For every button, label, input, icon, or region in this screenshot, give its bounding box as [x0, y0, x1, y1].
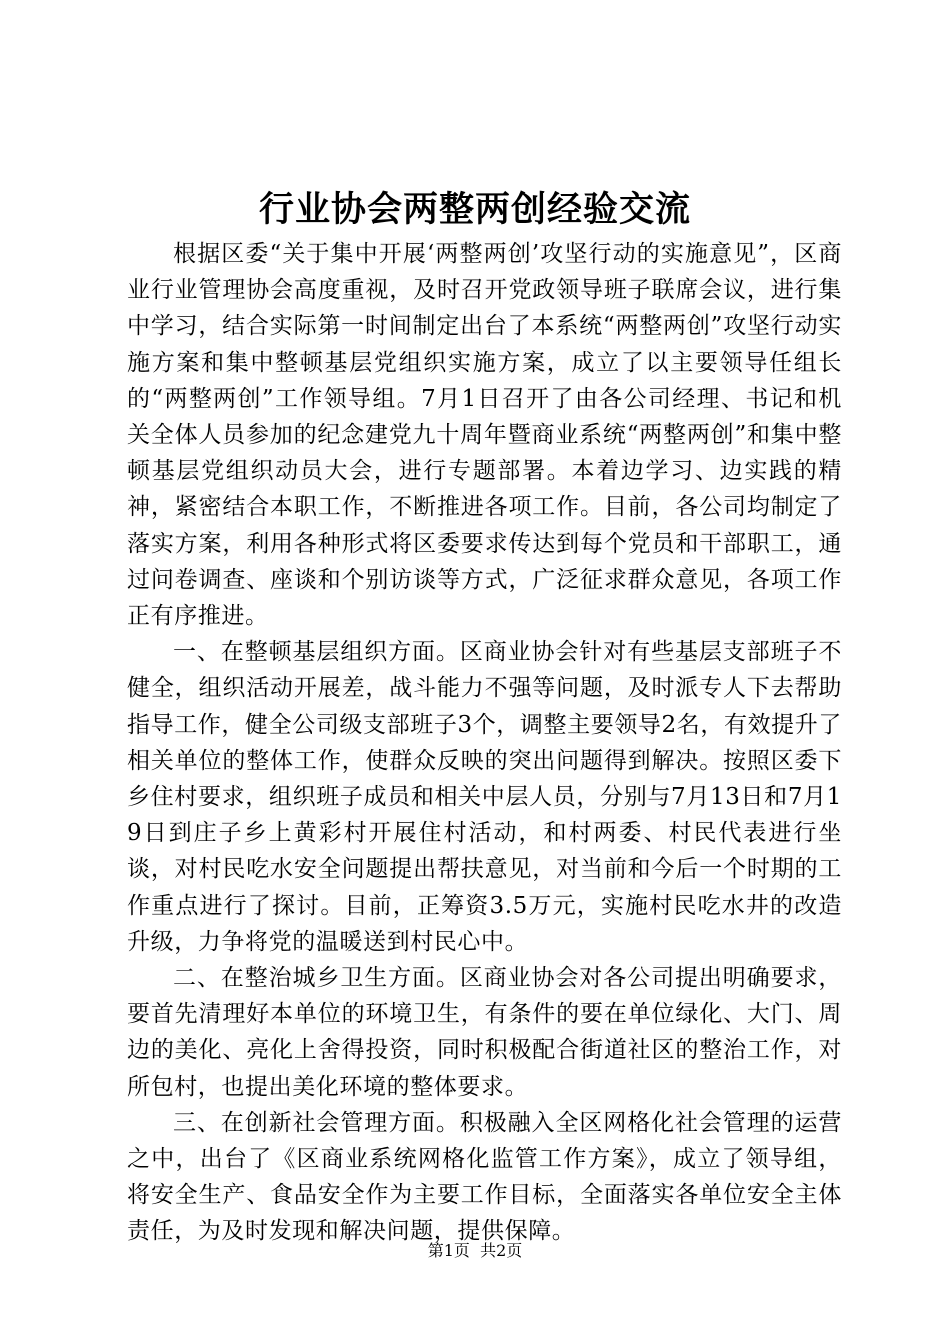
page-title: 行业协会两整两创经验交流	[258, 189, 691, 230]
page-footer	[0, 1239, 950, 1263]
document-body	[127, 236, 842, 1250]
paragraph-section-3: 三、在创新社会管理方面。积极融入全区网格化社会管理的运营之中，出台了《区商业系统网格化监管工作方案》，成立了领导组，将安全生产、食品安全作为主要工作目标，全面落实各单位安全主体责任，为及时发现和解决问题，提供保障。	[127, 1109, 842, 1245]
footer-spacer	[470, 1241, 480, 1260]
page-number: 第1页	[427, 1241, 470, 1260]
paragraph-intro: 根据区委“关于集中开展‘两整两创’攻坚行动的实施意见”，区商业行业管理协会高度重视，及时召开党政领导班子联席会议，进行集中学习，结合实际第一时间制定出台了本系统“两整两创”攻坚行动实施方案和集中整顿基层党组织实施方案，成立了以主要领导任组长的“两整两创”工作领导组。7月1日召开了由各公司经理、书记和机关全体人员参加的纪念建党九十周年暨商业系统“两整两创”和集中整顿基层党组织动员大会，进行专题部署。本着边学习、边实践的精神，紧密结合本职工作，不断推进各项工作。目前，各公司均制定了落实方案，利用各种形式将区委要求传达到每个党员和干部职工，通过问卷调查、座谈和个别访谈等方式，广泛征求群众意见，各项工作正有序推进。	[127, 241, 842, 630]
paragraph-section-1: 一、在整顿基层组织方面。区商业协会针对有些基层支部班子不健全，组织活动开展差，战斗能力不强等问题，及时派专人下去帮助指导工作，健全公司级支部班子3个，调整主要领导2名，有效提升了相关单位的整体工作，使群众反映的突出问题得到解决。按照区委下乡住村要求，组织班子成员和相关中层人员，分别与7月13日和7月19日到庄子乡上黄彩村开展住村活动，和村两委、村民代表进行坐谈，对村民吃水安全问题提出帮扶意见，对当前和今后一个时期的工作重点进行了探讨。目前，正筹资3.5万元，实施村民吃水井的改造升级，力争将党的温暖送到村民心中。	[127, 639, 842, 955]
paragraph-section-2: 二、在整治城乡卫生方面。区商业协会对各公司提出明确要求，要首先清理好本单位的环境卫生，有条件的要在单位绿化、大门、周边的美化、亮化上舍得投资，同时积极配合街道社区的整治工作，对所包村，也提出美化环境的整体要求。	[127, 965, 842, 1100]
page-total: 共2页	[480, 1241, 523, 1260]
